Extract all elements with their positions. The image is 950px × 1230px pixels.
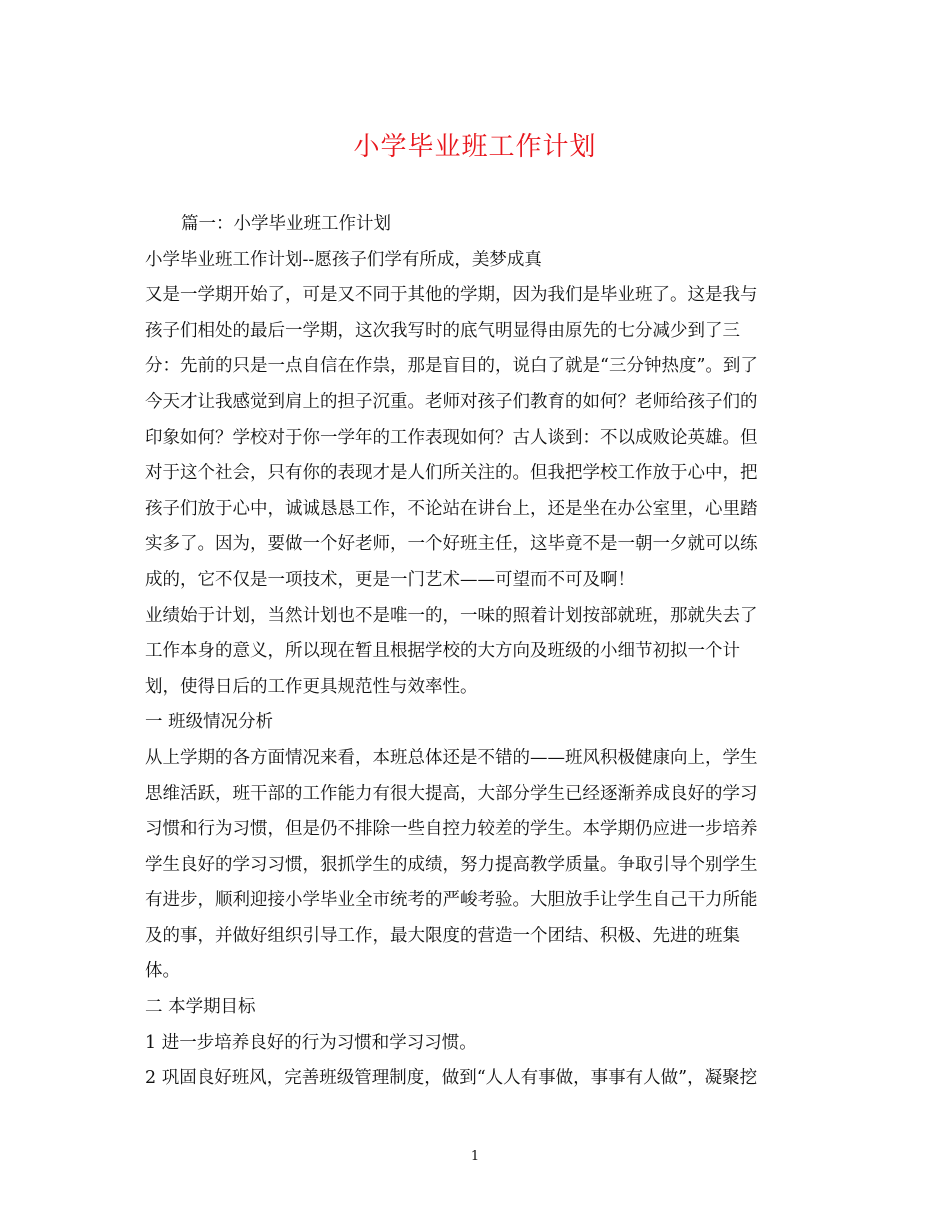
section-heading-semester-goals: 二 本学期目标 [145, 997, 256, 1018]
page-number: 1 [470, 1149, 480, 1164]
paragraph-line: 业绩始于计划，当然计划也不是唯一的，一味的照着计划按部就班，那就失去了 [145, 605, 758, 626]
paragraph-line: 实多了。因为，要做一个好老师，一个好班主任，这毕竟不是一朝一夕就可以练 [145, 534, 758, 555]
paragraph-line: 印象如何？学校对于你一学年的工作表现如何？古人谈到：不以成败论英雄。但 [145, 427, 758, 448]
paragraph-line: 又是一学期开始了，可是又不同于其他的学期，因为我们是毕业班了。这是我与 [145, 285, 758, 306]
list-item: 2 巩固良好班风，完善班级管理制度，做到“人人有事做，事事有人做”，凝聚挖 [145, 1068, 758, 1089]
paragraph-line: 学生良好的学习习惯，狠抓学生的成绩，努力提高教学质量。争取引导个别学生 [145, 854, 758, 875]
list-item: 1 进一步培养良好的行为习惯和学习习惯。 [145, 1032, 477, 1053]
section-heading-class-analysis: 一 班级情况分析 [145, 712, 274, 733]
paragraph-line: 对于这个社会，只有你的表现才是人们所关注的。但我把学校工作放于心中，把 [145, 463, 758, 484]
paragraph-line: 习惯和行为习惯，但是仍不排除一些自控力较差的学生。本学期仍应进一步培养 [145, 819, 758, 840]
subtitle-line: 小学毕业班工作计划--愿孩子们学有所成，美梦成真 [145, 249, 542, 270]
document-body [145, 207, 805, 1097]
paragraph-line: 思维活跃，班干部的工作能力有很大提高，大部分学生已经逐渐养成良好的学习 [145, 783, 758, 804]
section-heading-piece-one: 篇一：小学毕业班工作计划 [181, 214, 391, 234]
paragraph-line: 有进步，顺利迎接小学毕业全市统考的严峻考验。大胆放手让学生自己干力所能 [145, 890, 758, 911]
paragraph-line: 分：先前的只是一点自信在作祟，那是盲目的，说白了就是“三分钟热度”。到了 [145, 356, 758, 377]
paragraph-line: 今天才让我感觉到肩上的担子沉重。老师对孩子们教育的如何？老师给孩子们的 [145, 391, 758, 412]
paragraph-line: 及的事，并做好组织引导工作，最大限度的营造一个团结、积极、先进的班集 [145, 925, 740, 946]
paragraph-line: 从上学期的各方面情况来看，本班总体还是不错的——班风积极健康向上，学生 [145, 747, 758, 768]
paragraph-line: 划，使得日后的工作更具规范性与效率性。 [145, 676, 478, 697]
paragraph-line: 体。 [145, 961, 180, 982]
document-title: 小学毕业班工作计划 [353, 132, 597, 162]
paragraph-line: 孩子们相处的最后一学期，这次我写时的底气明显得由原先的七分减少到了三 [145, 320, 740, 341]
paragraph-line: 工作本身的意义，所以现在暂且根据学校的大方向及班级的小细节初拟一个计 [145, 641, 740, 662]
paragraph-line: 孩子们放于心中，诚诚恳恳工作，不论站在讲台上，还是坐在办公室里，心里踏 [145, 498, 758, 519]
paragraph-line: 成的，它不仅是一项技术，更是一门艺术——可望而不可及啊！ [145, 569, 635, 590]
